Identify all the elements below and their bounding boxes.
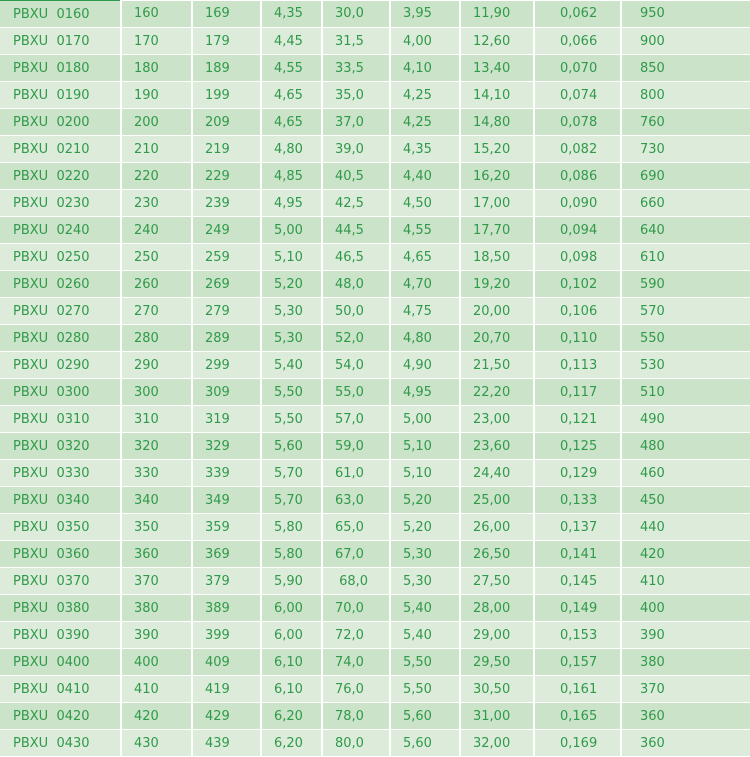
value-cell-3: 5,30: [261, 325, 322, 352]
value-cell-2: 229: [192, 163, 261, 190]
value-cell-5: 4,70: [390, 271, 460, 298]
table-row: [0, 649, 750, 676]
part-number-cell: PBXU 0180: [0, 55, 121, 82]
value-cell-2: 319: [192, 406, 261, 433]
value-cell-5: 5,10: [390, 433, 460, 460]
value-cell-4: 37,0: [322, 109, 390, 136]
value-cell-5: 4,95: [390, 379, 460, 406]
value-cell-3: 6,20: [261, 730, 322, 757]
part-number-cell: PBXU 0260: [0, 271, 121, 298]
part-number-cell: PBXU 0250: [0, 244, 121, 271]
value-cell-7: 0,157: [534, 649, 621, 676]
value-cell-6: 29,00: [460, 622, 534, 649]
value-cell-7: 0,082: [534, 136, 621, 163]
value-cell-5: 4,80: [390, 325, 460, 352]
value-cell-1: 250: [121, 244, 192, 271]
value-cell-4: 35,0: [322, 82, 390, 109]
value-cell-3: 4,55: [261, 55, 322, 82]
value-cell-4: 68,0: [322, 568, 390, 595]
value-cell-1: 310: [121, 406, 192, 433]
value-cell-1: 180: [121, 55, 192, 82]
value-cell-1: 430: [121, 730, 192, 757]
part-number-cell: PBXU 0210: [0, 136, 121, 163]
value-cell-2: 399: [192, 622, 261, 649]
value-cell-6: 28,00: [460, 595, 534, 622]
value-cell-4: 30,0: [322, 0, 390, 28]
value-cell-8: 550: [621, 325, 750, 352]
value-cell-3: 4,85: [261, 163, 322, 190]
part-number-cell: PBXU 0380: [0, 595, 121, 622]
value-cell-4: 44,5: [322, 217, 390, 244]
value-cell-4: 40,5: [322, 163, 390, 190]
value-cell-2: 279: [192, 298, 261, 325]
value-cell-4: 33,5: [322, 55, 390, 82]
value-cell-7: 0,141: [534, 541, 621, 568]
table-row: [0, 82, 750, 109]
value-cell-1: 240: [121, 217, 192, 244]
value-cell-4: 74,0: [322, 649, 390, 676]
value-cell-4: 39,0: [322, 136, 390, 163]
value-cell-4: 63,0: [322, 487, 390, 514]
value-cell-7: 0,129: [534, 460, 621, 487]
value-cell-6: 13,40: [460, 55, 534, 82]
value-cell-5: 5,20: [390, 514, 460, 541]
part-number-cell: PBXU 0240: [0, 217, 121, 244]
value-cell-3: 5,00: [261, 217, 322, 244]
value-cell-2: 199: [192, 82, 261, 109]
value-cell-6: 17,00: [460, 190, 534, 217]
table-row: [0, 190, 750, 217]
value-cell-1: 160: [121, 0, 192, 28]
value-cell-8: 660: [621, 190, 750, 217]
table-row: [0, 163, 750, 190]
value-cell-4: 57,0: [322, 406, 390, 433]
part-number-cell: PBXU 0370: [0, 568, 121, 595]
value-cell-8: 510: [621, 379, 750, 406]
value-cell-2: 189: [192, 55, 261, 82]
value-cell-5: 5,30: [390, 568, 460, 595]
value-cell-2: 309: [192, 379, 261, 406]
value-cell-4: 50,0: [322, 298, 390, 325]
value-cell-3: 4,45: [261, 28, 322, 55]
value-cell-1: 220: [121, 163, 192, 190]
value-cell-6: 23,00: [460, 406, 534, 433]
value-cell-8: 570: [621, 298, 750, 325]
value-cell-3: 5,40: [261, 352, 322, 379]
value-cell-7: 0,090: [534, 190, 621, 217]
value-cell-2: 209: [192, 109, 261, 136]
value-cell-5: 4,25: [390, 82, 460, 109]
value-cell-5: 5,20: [390, 487, 460, 514]
value-cell-3: 6,10: [261, 649, 322, 676]
value-cell-3: 6,20: [261, 703, 322, 730]
value-cell-8: 760: [621, 109, 750, 136]
value-cell-1: 340: [121, 487, 192, 514]
part-number-cell: PBXU 0390: [0, 622, 121, 649]
value-cell-4: 70,0: [322, 595, 390, 622]
value-cell-1: 320: [121, 433, 192, 460]
value-cell-6: 25,00: [460, 487, 534, 514]
table-row: [0, 703, 750, 730]
value-cell-7: 0,125: [534, 433, 621, 460]
value-cell-5: 4,40: [390, 163, 460, 190]
part-number-cell: PBXU 0410: [0, 676, 121, 703]
value-cell-8: 480: [621, 433, 750, 460]
part-number-cell: PBXU 0230: [0, 190, 121, 217]
part-number-cell: PBXU 0160: [0, 0, 121, 28]
value-cell-4: 65,0: [322, 514, 390, 541]
value-cell-1: 290: [121, 352, 192, 379]
value-cell-6: 29,50: [460, 649, 534, 676]
value-cell-1: 280: [121, 325, 192, 352]
value-cell-2: 169: [192, 0, 261, 28]
value-cell-7: 0,153: [534, 622, 621, 649]
value-cell-1: 420: [121, 703, 192, 730]
value-cell-7: 0,078: [534, 109, 621, 136]
value-cell-6: 11,90: [460, 0, 534, 28]
table-row: [0, 514, 750, 541]
part-number-cell: PBXU 0420: [0, 703, 121, 730]
value-cell-5: 4,35: [390, 136, 460, 163]
table-row: [0, 0, 750, 28]
value-cell-1: 190: [121, 82, 192, 109]
value-cell-2: 289: [192, 325, 261, 352]
part-number-cell: PBXU 0220: [0, 163, 121, 190]
value-cell-3: 5,80: [261, 514, 322, 541]
part-number-cell: PBXU 0310: [0, 406, 121, 433]
value-cell-5: 5,40: [390, 595, 460, 622]
value-cell-3: 6,00: [261, 622, 322, 649]
value-cell-2: 349: [192, 487, 261, 514]
value-cell-2: 409: [192, 649, 261, 676]
part-number-cell: PBXU 0320: [0, 433, 121, 460]
table-row: [0, 244, 750, 271]
table-row: [0, 217, 750, 244]
value-cell-3: 5,30: [261, 298, 322, 325]
value-cell-4: 67,0: [322, 541, 390, 568]
value-cell-7: 0,149: [534, 595, 621, 622]
part-number-cell: PBXU 0190: [0, 82, 121, 109]
value-cell-2: 179: [192, 28, 261, 55]
value-cell-5: 4,50: [390, 190, 460, 217]
value-cell-3: 5,50: [261, 379, 322, 406]
value-cell-4: 76,0: [322, 676, 390, 703]
value-cell-4: 31,5: [322, 28, 390, 55]
value-cell-1: 260: [121, 271, 192, 298]
value-cell-7: 0,165: [534, 703, 621, 730]
value-cell-5: 5,30: [390, 541, 460, 568]
value-cell-3: 5,20: [261, 271, 322, 298]
table-row: [0, 541, 750, 568]
value-cell-5: 5,50: [390, 676, 460, 703]
value-cell-3: 4,95: [261, 190, 322, 217]
value-cell-4: 72,0: [322, 622, 390, 649]
value-cell-7: 0,137: [534, 514, 621, 541]
value-cell-8: 360: [621, 703, 750, 730]
value-cell-1: 200: [121, 109, 192, 136]
table-row: [0, 298, 750, 325]
part-number-cell: PBXU 0200: [0, 109, 121, 136]
value-cell-8: 460: [621, 460, 750, 487]
value-cell-6: 14,80: [460, 109, 534, 136]
value-cell-5: 4,10: [390, 55, 460, 82]
value-cell-5: 5,60: [390, 730, 460, 757]
value-cell-2: 369: [192, 541, 261, 568]
value-cell-2: 379: [192, 568, 261, 595]
value-cell-1: 210: [121, 136, 192, 163]
value-cell-6: 26,00: [460, 514, 534, 541]
value-cell-1: 360: [121, 541, 192, 568]
table-row: [0, 730, 750, 757]
value-cell-7: 0,066: [534, 28, 621, 55]
value-cell-7: 0,145: [534, 568, 621, 595]
value-cell-8: 950: [621, 0, 750, 28]
value-cell-6: 23,60: [460, 433, 534, 460]
value-cell-7: 0,161: [534, 676, 621, 703]
value-cell-5: 3,95: [390, 0, 460, 28]
value-cell-6: 26,50: [460, 541, 534, 568]
value-cell-5: 5,40: [390, 622, 460, 649]
value-cell-2: 219: [192, 136, 261, 163]
value-cell-5: 4,25: [390, 109, 460, 136]
part-number-cell: PBXU 0340: [0, 487, 121, 514]
value-cell-4: 55,0: [322, 379, 390, 406]
value-cell-2: 239: [192, 190, 261, 217]
value-cell-8: 850: [621, 55, 750, 82]
value-cell-8: 410: [621, 568, 750, 595]
part-number-cell: PBXU 0270: [0, 298, 121, 325]
value-cell-1: 230: [121, 190, 192, 217]
value-cell-8: 530: [621, 352, 750, 379]
table-row: [0, 109, 750, 136]
value-cell-1: 330: [121, 460, 192, 487]
value-cell-3: 4,65: [261, 109, 322, 136]
value-cell-7: 0,086: [534, 163, 621, 190]
value-cell-8: 380: [621, 649, 750, 676]
value-cell-7: 0,169: [534, 730, 621, 757]
value-cell-3: 5,10: [261, 244, 322, 271]
value-cell-5: 4,55: [390, 217, 460, 244]
table-row: [0, 325, 750, 352]
part-number-cell: PBXU 0280: [0, 325, 121, 352]
value-cell-6: 22,20: [460, 379, 534, 406]
value-cell-5: 4,90: [390, 352, 460, 379]
table-row: [0, 271, 750, 298]
value-cell-1: 400: [121, 649, 192, 676]
value-cell-2: 359: [192, 514, 261, 541]
table-row: [0, 433, 750, 460]
value-cell-2: 299: [192, 352, 261, 379]
value-cell-1: 270: [121, 298, 192, 325]
value-cell-6: 20,00: [460, 298, 534, 325]
value-cell-2: 259: [192, 244, 261, 271]
value-cell-8: 400: [621, 595, 750, 622]
value-cell-6: 32,00: [460, 730, 534, 757]
value-cell-4: 54,0: [322, 352, 390, 379]
value-cell-6: 27,50: [460, 568, 534, 595]
value-cell-2: 389: [192, 595, 261, 622]
value-cell-1: 390: [121, 622, 192, 649]
value-cell-8: 800: [621, 82, 750, 109]
value-cell-7: 0,074: [534, 82, 621, 109]
part-number-cell: PBXU 0350: [0, 514, 121, 541]
value-cell-8: 450: [621, 487, 750, 514]
value-cell-7: 0,094: [534, 217, 621, 244]
table-row: [0, 622, 750, 649]
value-cell-4: 78,0: [322, 703, 390, 730]
value-cell-5: 4,00: [390, 28, 460, 55]
value-cell-4: 80,0: [322, 730, 390, 757]
table-row: [0, 406, 750, 433]
value-cell-7: 0,062: [534, 0, 621, 28]
part-number-cell: PBXU 0300: [0, 379, 121, 406]
value-cell-1: 410: [121, 676, 192, 703]
table-row: [0, 568, 750, 595]
value-cell-8: 370: [621, 676, 750, 703]
value-cell-6: 18,50: [460, 244, 534, 271]
part-number-cell: PBXU 0330: [0, 460, 121, 487]
value-cell-8: 640: [621, 217, 750, 244]
part-number-cell: PBXU 0400: [0, 649, 121, 676]
value-cell-3: 4,35: [261, 0, 322, 28]
value-cell-4: 52,0: [322, 325, 390, 352]
value-cell-5: 5,00: [390, 406, 460, 433]
value-cell-8: 730: [621, 136, 750, 163]
value-cell-6: 30,50: [460, 676, 534, 703]
value-cell-1: 300: [121, 379, 192, 406]
table-row: [0, 28, 750, 55]
table-row: [0, 487, 750, 514]
value-cell-3: 6,00: [261, 595, 322, 622]
value-cell-8: 390: [621, 622, 750, 649]
value-cell-5: 4,65: [390, 244, 460, 271]
value-cell-7: 0,121: [534, 406, 621, 433]
value-cell-2: 249: [192, 217, 261, 244]
value-cell-3: 4,80: [261, 136, 322, 163]
value-cell-2: 439: [192, 730, 261, 757]
value-cell-8: 440: [621, 514, 750, 541]
value-cell-3: 5,50: [261, 406, 322, 433]
value-cell-2: 329: [192, 433, 261, 460]
value-cell-6: 31,00: [460, 703, 534, 730]
part-number-cell: PBXU 0430: [0, 730, 121, 757]
value-cell-5: 5,60: [390, 703, 460, 730]
value-cell-4: 46,5: [322, 244, 390, 271]
value-cell-8: 610: [621, 244, 750, 271]
value-cell-6: 20,70: [460, 325, 534, 352]
value-cell-1: 350: [121, 514, 192, 541]
value-cell-6: 21,50: [460, 352, 534, 379]
value-cell-7: 0,102: [534, 271, 621, 298]
value-cell-1: 380: [121, 595, 192, 622]
value-cell-3: 4,65: [261, 82, 322, 109]
value-cell-2: 269: [192, 271, 261, 298]
value-cell-3: 6,10: [261, 676, 322, 703]
value-cell-3: 5,90: [261, 568, 322, 595]
value-cell-4: 48,0: [322, 271, 390, 298]
value-cell-8: 590: [621, 271, 750, 298]
value-cell-4: 59,0: [322, 433, 390, 460]
value-cell-3: 5,60: [261, 433, 322, 460]
table-row: [0, 352, 750, 379]
value-cell-6: 24,40: [460, 460, 534, 487]
value-cell-7: 0,117: [534, 379, 621, 406]
table-row: [0, 379, 750, 406]
value-cell-8: 420: [621, 541, 750, 568]
table-row: [0, 136, 750, 163]
value-cell-7: 0,113: [534, 352, 621, 379]
value-cell-5: 4,75: [390, 298, 460, 325]
value-cell-6: 16,20: [460, 163, 534, 190]
value-cell-8: 490: [621, 406, 750, 433]
value-cell-3: 5,70: [261, 487, 322, 514]
value-cell-7: 0,106: [534, 298, 621, 325]
value-cell-6: 14,10: [460, 82, 534, 109]
table-row: [0, 595, 750, 622]
value-cell-3: 5,70: [261, 460, 322, 487]
value-cell-4: 61,0: [322, 460, 390, 487]
value-cell-7: 0,098: [534, 244, 621, 271]
value-cell-1: 170: [121, 28, 192, 55]
part-number-cell: PBXU 0360: [0, 541, 121, 568]
value-cell-8: 360: [621, 730, 750, 757]
table-row: [0, 55, 750, 82]
value-cell-7: 0,133: [534, 487, 621, 514]
value-cell-1: 370: [121, 568, 192, 595]
table-row: [0, 676, 750, 703]
value-cell-6: 15,20: [460, 136, 534, 163]
value-cell-5: 5,10: [390, 460, 460, 487]
part-number-cell: PBXU 0170: [0, 28, 121, 55]
value-cell-5: 5,50: [390, 649, 460, 676]
value-cell-7: 0,070: [534, 55, 621, 82]
value-cell-2: 339: [192, 460, 261, 487]
value-cell-6: 17,70: [460, 217, 534, 244]
value-cell-3: 5,80: [261, 541, 322, 568]
part-number-cell: PBXU 0290: [0, 352, 121, 379]
value-cell-7: 0,110: [534, 325, 621, 352]
value-cell-4: 42,5: [322, 190, 390, 217]
value-cell-6: 12,60: [460, 28, 534, 55]
table-row: [0, 460, 750, 487]
value-cell-6: 19,20: [460, 271, 534, 298]
value-cell-8: 900: [621, 28, 750, 55]
value-cell-8: 690: [621, 163, 750, 190]
value-cell-2: 419: [192, 676, 261, 703]
value-cell-2: 429: [192, 703, 261, 730]
